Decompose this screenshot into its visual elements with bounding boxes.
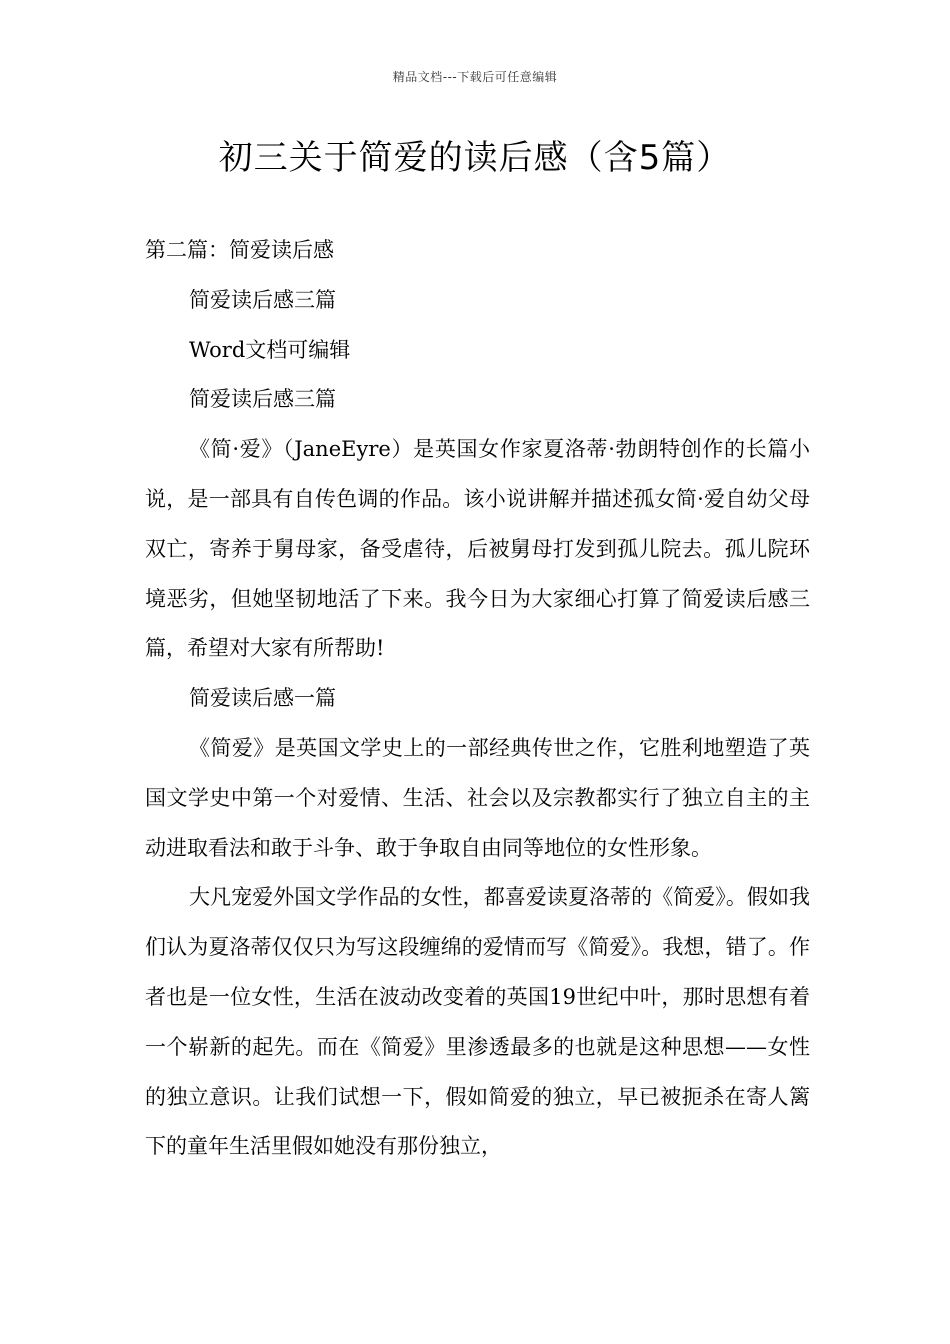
paragraph: 简爱读后感三篇 <box>189 387 336 412</box>
section-heading: 第二篇：简爱读后感 <box>145 238 334 262</box>
paragraph: 《简·爱》（JaneEyre）是英国女作家夏洛蒂·勃朗特创作的长篇小说，是一部具有自传色调的作品。该小说讲解并描述孤女简·爱自幼父母双亡，寄养于舅母家，备受虐待，后被舅母打发到孤儿院去。孤儿院环境恶劣，但她坚韧地活了下来。我今日为大家细心打算了简爱读后感三篇，希望对大家有所帮助! <box>145 437 810 661</box>
paragraph: 《简爱》是英国文学史上的一部经典传世之作，它胜利地塑造了英国文学史中第一个对爱情、生活、社会以及宗教都实行了独立自主的主动进取看法和敢于斗争、敢于争取自由同等地位的女性形象。 <box>145 735 810 860</box>
paragraph: Word文档可编辑 <box>189 337 351 362</box>
document-title: 初三关于简爱的读后感（含5篇） <box>218 138 732 178</box>
paragraph: 简爱读后感三篇 <box>189 287 336 312</box>
paragraph: 大凡宠爱外国文学作品的女性，都喜爱读夏洛蒂的《简爱》。假如我们认为夏洛蒂仅仅只为写这段缠绵的爱情而写《简爱》。我想，错了。作者也是一位女性，生活在波动改变着的英国19世纪中叶，那时思想有着一个崭新的起先。而在《简爱》里渗透最多的也就是这种思想——女性的独立意识。让我们试想一下，假如简爱的独立，早已被扼杀在寄人篱下的童年生活里假如她没有那份独立， <box>145 885 810 1159</box>
paragraph: 简爱读后感一篇 <box>189 686 336 711</box>
header-note: 精品文档---下载后可任意编辑 <box>392 70 558 84</box>
document-body <box>145 226 810 1172</box>
